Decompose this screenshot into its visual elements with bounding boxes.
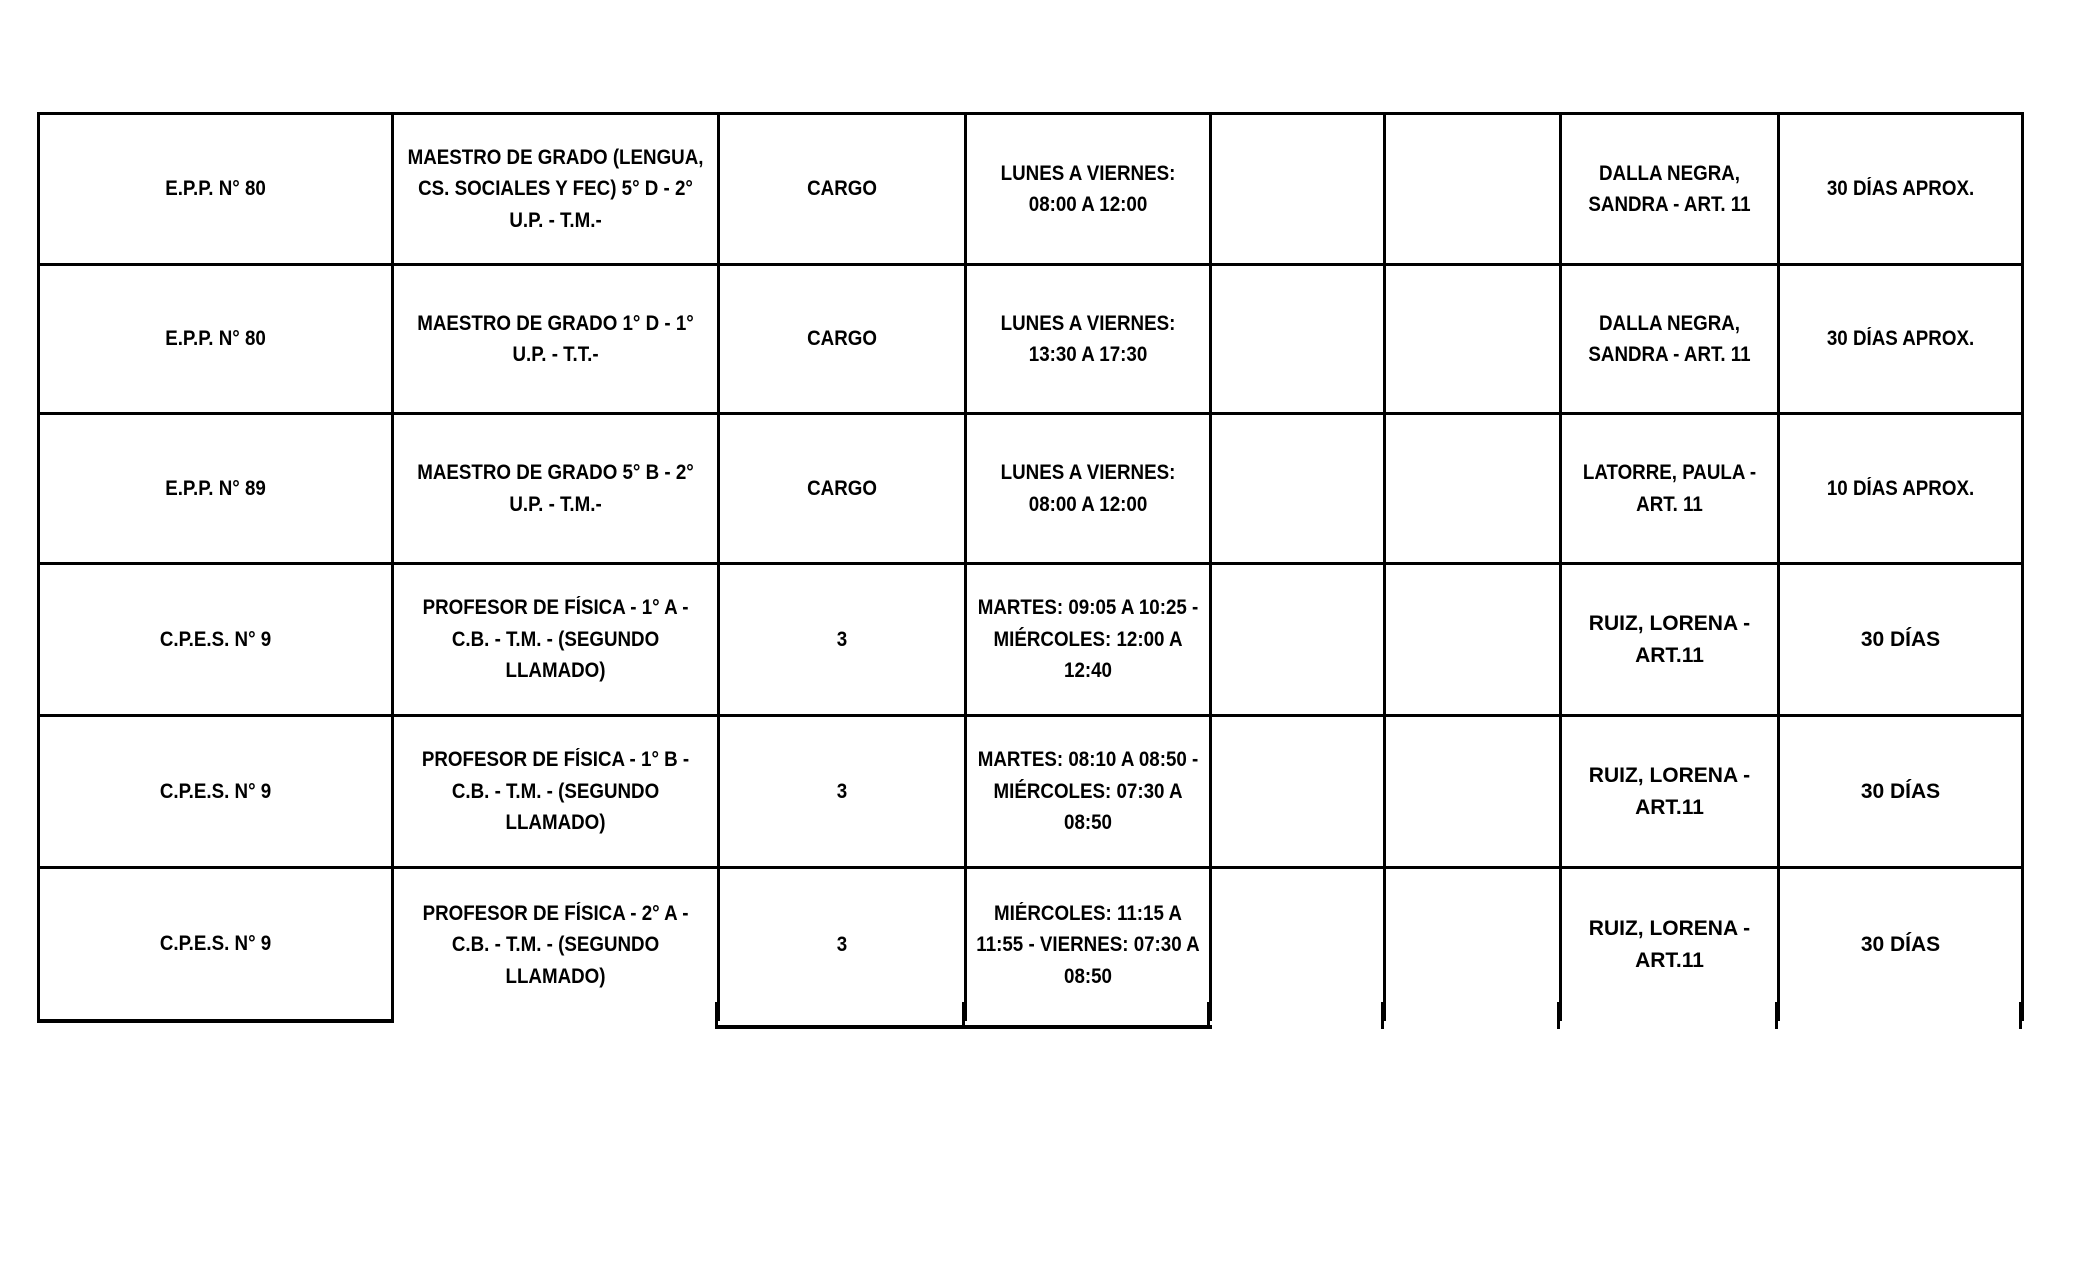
cell-schedule xyxy=(966,265,1211,414)
cell-text: RUIZ, LORENA - ART.11 xyxy=(1588,917,1751,972)
cell-schedule xyxy=(966,564,1211,716)
cell-text: 10 DÍAS APROX. xyxy=(1826,476,1975,500)
table-border-stub xyxy=(1381,1002,1384,1029)
cell-empty xyxy=(1385,114,1561,265)
cell-duration xyxy=(1779,265,2023,414)
cell-schedule xyxy=(966,868,1211,1021)
table-row xyxy=(39,265,2023,414)
cell-duration xyxy=(1779,114,2023,265)
cell-duration xyxy=(1779,716,2023,868)
cell-person xyxy=(1561,114,1779,265)
cell-text: MAESTRO DE GRADO 5° B - 2° U.P. - T.M.- xyxy=(417,461,694,516)
cell-school xyxy=(39,868,393,1021)
cell-position xyxy=(393,265,719,414)
cell-text: C.P.E.S. N° 9 xyxy=(159,779,272,803)
cell-quantity xyxy=(719,114,966,265)
cell-text: MAESTRO DE GRADO 1° D - 1° U.P. - T.T.- xyxy=(417,311,694,366)
table-border-stub xyxy=(2019,1002,2022,1029)
cell-empty xyxy=(1385,564,1561,716)
cell-empty xyxy=(1385,716,1561,868)
cell-position xyxy=(393,564,719,716)
table-row xyxy=(39,114,2023,265)
cell-text: 30 DÍAS xyxy=(1860,933,1941,956)
table-row xyxy=(39,716,2023,868)
cell-empty xyxy=(1211,414,1385,564)
cell-text: MAESTRO DE GRADO (LENGUA, CS. SOCIALES Y FEC) 5° D - 2° U.P. - T.M.- xyxy=(407,145,704,232)
cell-text: LUNES A VIERNES: 08:00 A 12:00 xyxy=(1000,461,1176,516)
cell-text: MARTES: 09:05 A 10:25 - MIÉRCOLES: 12:00 A 12:40 xyxy=(977,596,1199,683)
cell-empty xyxy=(1211,265,1385,414)
cell-duration xyxy=(1779,868,2023,1021)
cell-text: DALLA NEGRA, SANDRA - ART. 11 xyxy=(1588,161,1751,216)
cell-text: PROFESOR DE FÍSICA - 1° B - C.B. - T.M. - (SEGUNDO LLAMADO) xyxy=(421,748,690,835)
cell-text: CARGO xyxy=(807,476,877,500)
cell-person xyxy=(1561,414,1779,564)
cell-position xyxy=(393,414,719,564)
cell-text: PROFESOR DE FÍSICA - 1° A - C.B. - T.M. - (SEGUNDO LLAMADO) xyxy=(422,596,689,683)
cell-text: MARTES: 08:10 A 08:50 - MIÉRCOLES: 07:30 A 08:50 xyxy=(977,748,1199,835)
table-border-stub xyxy=(1775,1002,1778,1029)
cell-person xyxy=(1561,716,1779,868)
cell-text: LUNES A VIERNES: 13:30 A 17:30 xyxy=(1000,311,1176,366)
cell-text: DALLA NEGRA, SANDRA - ART. 11 xyxy=(1588,311,1751,366)
cell-duration xyxy=(1779,564,2023,716)
cell-empty xyxy=(1385,868,1561,1021)
cell-text: 30 DÍAS xyxy=(1860,627,1941,651)
cell-empty xyxy=(1211,868,1385,1021)
cell-text: LATORRE, PAULA - ART. 11 xyxy=(1582,461,1757,516)
cell-position xyxy=(393,114,719,265)
cell-schedule xyxy=(966,414,1211,564)
cell-text: E.P.P. N° 89 xyxy=(165,476,266,500)
cell-text: 30 DÍAS APROX. xyxy=(1826,177,1975,201)
table-row xyxy=(39,868,2023,1021)
cell-text: E.P.P. N° 80 xyxy=(165,177,266,201)
cell-empty xyxy=(1211,716,1385,868)
assignments-table xyxy=(37,112,2024,1023)
cell-text: 3 xyxy=(836,933,848,956)
cell-quantity xyxy=(719,868,966,1021)
cell-text: 3 xyxy=(836,627,848,651)
cell-duration xyxy=(1779,414,2023,564)
cell-text: LUNES A VIERNES: 08:00 A 12:00 xyxy=(1000,161,1176,216)
cell-person xyxy=(1561,564,1779,716)
cell-quantity xyxy=(719,265,966,414)
cell-empty xyxy=(1385,414,1561,564)
cell-position xyxy=(393,716,719,868)
table-row xyxy=(39,414,2023,564)
cell-text: CARGO xyxy=(807,327,877,351)
cell-text: E.P.P. N° 80 xyxy=(165,327,266,351)
cell-text: PROFESOR DE FÍSICA - 2° A - C.B. - T.M. - (SEGUNDO LLAMADO) xyxy=(422,901,689,988)
cell-text: RUIZ, LORENA - ART.11 xyxy=(1588,764,1751,819)
cell-text: RUIZ, LORENA - ART.11 xyxy=(1588,612,1751,667)
cell-person xyxy=(1561,265,1779,414)
cell-school xyxy=(39,414,393,564)
cell-text: C.P.E.S. N° 9 xyxy=(159,932,272,955)
cell-empty xyxy=(1211,114,1385,265)
cell-text: 30 DÍAS xyxy=(1860,779,1941,803)
cell-empty xyxy=(1385,265,1561,414)
cell-empty xyxy=(1211,564,1385,716)
cell-school xyxy=(39,716,393,868)
table-border-stub xyxy=(962,1002,965,1029)
cell-quantity xyxy=(719,716,966,868)
cell-text: C.P.E.S. N° 9 xyxy=(159,627,272,651)
cell-position xyxy=(393,868,719,1021)
cell-quantity xyxy=(719,414,966,564)
cell-person xyxy=(1561,868,1779,1021)
cell-school xyxy=(39,564,393,716)
cell-quantity xyxy=(719,564,966,716)
cell-school xyxy=(39,265,393,414)
cell-text: 3 xyxy=(836,779,848,803)
cell-schedule xyxy=(966,716,1211,868)
table-border-stub xyxy=(715,1002,718,1029)
cell-text: CARGO xyxy=(807,177,877,201)
table-border-stub xyxy=(1207,1002,1210,1029)
cell-schedule xyxy=(966,114,1211,265)
cell-text: 30 DÍAS APROX. xyxy=(1826,327,1975,351)
cell-school xyxy=(39,114,393,265)
table-border-stub xyxy=(1557,1002,1560,1029)
table-row xyxy=(39,564,2023,716)
cell-text: MIÉRCOLES: 11:15 A 11:55 - VIERNES: 07:30 A 08:50 xyxy=(976,901,1200,988)
